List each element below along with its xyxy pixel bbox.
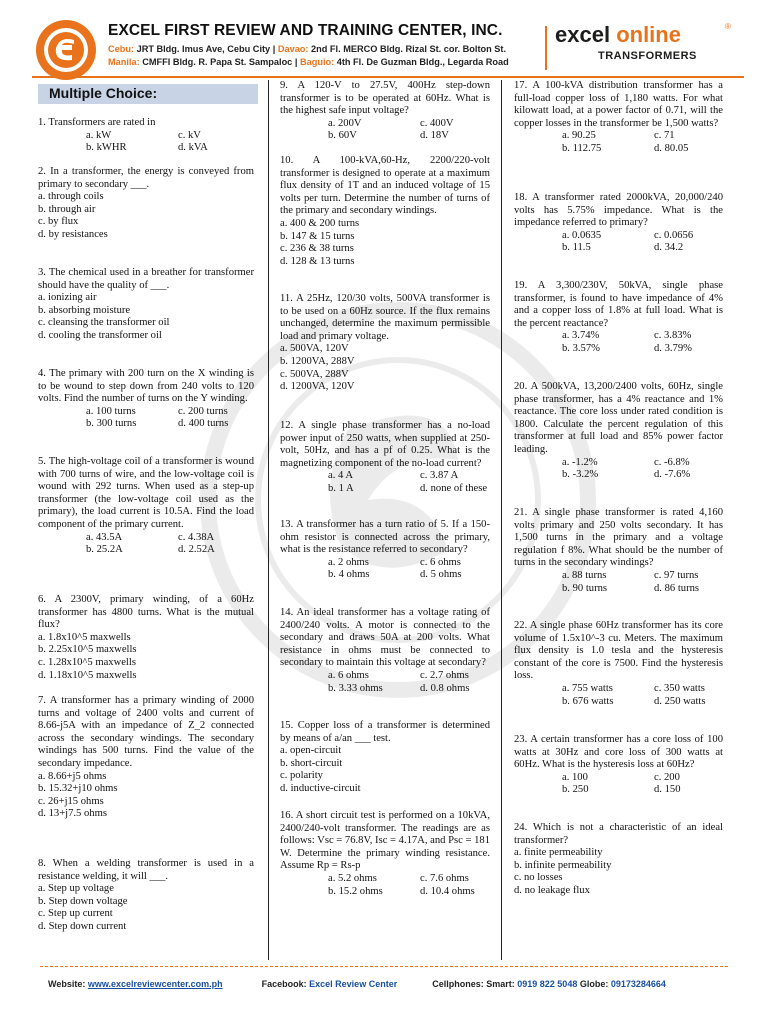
- question-stem: 18. A transformer rated 2000kVA, 20,000/240 volts has 5.75% impedance. What is the impedance referred to primary?: [514, 192, 723, 229]
- answer-option: b. 300 turns: [86, 418, 137, 430]
- question-item: [38, 368, 254, 431]
- answer-option: d. 2.52A: [178, 544, 215, 556]
- answer-options: [514, 847, 723, 897]
- question-item: [514, 192, 723, 255]
- answer-option: d. 18V: [420, 130, 449, 142]
- address-text: 2nd Fl. MERCO Bldg. Rizal St. cor. Bolton St.: [308, 44, 507, 54]
- answer-option: b. kWHR: [86, 142, 127, 154]
- answer-option: b. infinite permeability: [514, 859, 612, 871]
- answer-option: a. kW: [86, 129, 112, 141]
- question-stem: 3. The chemical used in a breather for transformer should have the quality of ___.: [38, 267, 254, 291]
- answer-options: [38, 771, 254, 821]
- answer-options: [280, 745, 490, 795]
- answer-option: c. 71: [654, 130, 675, 142]
- question-item: [514, 280, 723, 356]
- question-stem: 20. A 500kVA, 13,200/2400 volts, 60Hz, single phase transformer, has a 4% reactance and 1% reactance. The core loss under rated condition is 1800. Calculate the percent regulation of this transformer at full load and 85% power factor leading.: [514, 381, 723, 455]
- column-divider: [268, 80, 269, 960]
- answer-option: c. 6 ohms: [420, 556, 461, 568]
- question-stem: 19. A 3,300/230V, 50kVA, single phase transformer, is found to have impedance of 4% and a copper loss of 1.8% at full load. What is the percent reactance?: [514, 280, 723, 329]
- question-item: [514, 620, 723, 708]
- answer-option: d. 80.05: [654, 142, 689, 154]
- answer-option: c. Step up current: [38, 908, 113, 920]
- brand-subtitle: TRANSFORMERS: [598, 50, 697, 62]
- answer-option: a. 100 turns: [86, 405, 136, 417]
- answer-option: c. 200 turns: [178, 405, 228, 417]
- answer-option: b. 15.32+j10 ohms: [38, 783, 118, 795]
- answer-option: a. 100: [562, 771, 588, 783]
- answer-option: c. cleansing the transformer oil: [38, 317, 170, 329]
- column-divider: [501, 80, 502, 960]
- answer-option: c. 3.87 A: [420, 470, 459, 482]
- answer-option: a. open-circuit: [280, 745, 342, 757]
- answer-options: [38, 191, 254, 241]
- question-stem: 22. A single phase 60Hz transformer has its core volume of 1.5x10^-3 cu. Meters. The maximum flux density is 1.0 tesla and the hysteresis constant of the core is 7500. Find the hysteresis loss.: [514, 620, 723, 682]
- answer-option: c. 400V: [420, 117, 454, 129]
- answer-option: c. kV: [178, 129, 201, 141]
- answer-option: b. 15.2 ohms: [328, 885, 383, 897]
- answer-option: d. 34.2: [654, 242, 684, 254]
- answer-options: [280, 470, 490, 495]
- answer-option: d. kVA: [178, 142, 208, 154]
- answer-option: a. Step up voltage: [38, 883, 114, 895]
- address-text: JRT Bldg. Imus Ave, Cebu City |: [134, 44, 278, 54]
- answer-option: c. 2.7 ohms: [420, 669, 469, 681]
- answer-options: [38, 130, 254, 155]
- question-item: [38, 267, 254, 343]
- question-item: [280, 519, 490, 582]
- answer-option: b. 4 ohms: [328, 569, 370, 581]
- answer-option: b. 3.57%: [562, 342, 600, 354]
- question-item: [280, 420, 490, 496]
- answer-option: c. 97 turns: [654, 569, 699, 581]
- answer-option: c. polarity: [280, 770, 323, 782]
- question-item: [280, 80, 490, 143]
- question-stem: 14. An ideal transformer has a voltage rating of 2400/240 volts. A motor is connected to the secondary and draws 50A at 200 volts. What resistance in ohms must be connected to secondary to maintain this voltage at secondary?: [280, 607, 490, 669]
- question-item: [38, 456, 254, 557]
- question-item: [514, 381, 723, 482]
- answer-options: [38, 883, 254, 933]
- answer-option: a. 90.25: [562, 130, 596, 142]
- question-stem: 6. A 2300V, primary winding, of a 60Hz transformer has 4800 turns. What is the mutual flux?: [38, 594, 254, 631]
- question-stem: 1. Transformers are rated in: [38, 117, 156, 128]
- globe-number: 09173284664: [610, 979, 666, 989]
- question-item: [514, 822, 723, 898]
- answer-option: d. 3.79%: [654, 342, 692, 354]
- footer-rule: [40, 966, 728, 967]
- answer-option: d. cooling the transformer oil: [38, 329, 162, 341]
- answer-options: [38, 632, 254, 682]
- question-stem: 15. Copper loss of a transformer is determined by means of a/an ___ test.: [280, 720, 490, 744]
- answer-option: d. 400 turns: [178, 418, 229, 430]
- answer-option: d. -7.6%: [654, 469, 691, 481]
- answer-option: c. -6.8%: [654, 456, 690, 468]
- answer-options: [280, 873, 490, 898]
- answer-option: b. 112.75: [562, 142, 602, 154]
- question-stem: 9. A 120-V to 27.5V, 400Hz step-down transformer is to be operated at 60Hz. What is the highest safe input voltage?: [280, 80, 490, 117]
- section-title: Multiple Choice:: [49, 85, 158, 101]
- smart-number: 0919 822 5048: [517, 979, 578, 989]
- answer-option: c. 500VA, 288V: [280, 368, 349, 380]
- question-stem: 4. The primary with 200 turn on the X winding is to be wound to step down from 240 volts to 120 volts. Find the number of turns on the Y winding.: [38, 368, 254, 405]
- question-stem: 2. In a transformer, the energy is conveyed from primary to secondary ___.: [38, 166, 254, 190]
- answer-option: c. 7.6 ohms: [420, 872, 469, 884]
- answer-option: a. through coils: [38, 191, 104, 203]
- answer-options: [38, 532, 254, 557]
- question-item: [280, 720, 490, 796]
- page-footer: [48, 979, 666, 989]
- answer-option: a. 500VA, 120V: [280, 343, 349, 355]
- question-stem: 23. A certain transformer has a core loss of 100 watts at 30Hz and core loss of 300 watts at 60Hz. What is the hysteresis loss at 60Hz?: [514, 734, 723, 771]
- answer-option: c. 4.38A: [178, 531, 215, 543]
- answer-option: b. 90 turns: [562, 582, 608, 594]
- answer-option: b. 3.33 ohms: [328, 682, 383, 694]
- answer-option: d. 128 & 13 turns: [280, 255, 355, 267]
- question-item: [38, 166, 254, 242]
- answer-option: a. 88 turns: [562, 569, 607, 581]
- answer-option: a. 200V: [328, 117, 362, 129]
- website-link[interactable]: www.excelreviewcenter.com.ph: [87, 979, 223, 989]
- answer-option: b. short-circuit: [280, 757, 343, 769]
- answer-option: c. 1.28x10^5 maxwells: [38, 656, 136, 668]
- answer-option: a. 1.8x10^5 maxwells: [38, 631, 131, 643]
- city-label: Cebu:: [108, 44, 135, 54]
- answer-options: [280, 118, 490, 143]
- answer-option: a. finite permeability: [514, 847, 603, 859]
- header-rule: [32, 76, 744, 78]
- answer-options: [514, 683, 723, 708]
- answer-option: c. 0.0656: [654, 229, 694, 241]
- question-item: [280, 155, 490, 268]
- answer-option: d. 13+j7.5 ohms: [38, 808, 107, 820]
- answer-option: d. none of these: [420, 482, 488, 494]
- answer-options: [280, 557, 490, 582]
- question-item: [38, 695, 254, 821]
- question-stem: 7. A transformer has a primary winding of 2000 turns and voltage of 2400 volts and current of 8.66-j5A with an impedance of Z_2 connected across the secondary windings. The secondary windings has 500 turns. Find the value of the secondary impedance.: [38, 695, 254, 769]
- registered-mark: ®: [725, 22, 731, 31]
- question-stem: 17. A 100-kVA distribution transformer has a full-load copper loss of 1,180 watts. For what kilowatt load, at a power factor of 0.71, will the copper losses in the transformer be 1,500 watts?: [514, 80, 723, 129]
- question-item: [514, 80, 723, 156]
- question-stem: 12. A single phase transformer has a no-load power input of 250 watts, when supplied at 250-volt, 50Hz, and has a pf of 0.25. What is the magnetizing component of the no-load current?: [280, 420, 490, 469]
- answer-option: d. 86 turns: [654, 582, 700, 594]
- answer-option: a. 755 watts: [562, 682, 613, 694]
- answer-option: a. 0.0635: [562, 229, 602, 241]
- answer-options: [514, 330, 723, 355]
- question-stem: 24. Which is not a characteristic of an ideal transformer?: [514, 822, 723, 846]
- answer-option: d. 150: [654, 784, 681, 796]
- globe-label: Globe:: [579, 979, 609, 989]
- answer-option: d. 250 watts: [654, 695, 706, 707]
- answer-options: [514, 230, 723, 255]
- cellphones-label: Cellphones: Smart:: [432, 979, 515, 989]
- question-item: [280, 293, 490, 394]
- address-line-2: [108, 57, 509, 67]
- answer-options: [514, 570, 723, 595]
- answer-option: b. 250: [562, 784, 589, 796]
- answer-option: b. 1 A: [328, 482, 354, 494]
- answer-option: d. 10.4 ohms: [420, 885, 475, 897]
- question-stem: 16. A short circuit test is performed on a 10kVA, 2400/240-volt transformer. The readings are as follows: Vsc = 76.8V, Isc = 4.17A, and Psc = 181 W. Determine the primary winding resistance. Assume Rp = Rs-p: [280, 810, 490, 872]
- header-divider: [545, 26, 547, 70]
- answer-options: [38, 292, 254, 342]
- answer-option: b. Step down voltage: [38, 895, 128, 907]
- answer-option: a. ionizing air: [38, 292, 97, 304]
- answer-options: [514, 130, 723, 155]
- question-item: [514, 734, 723, 797]
- question-stem: 10. A 100-kVA,60-Hz, 2200/220-volt transformer is designed to operate at a maximum flux density of 1T and an induced voltage of 15 volts per turn. Determine the number of turns of the primary and secondary windings.: [280, 155, 490, 217]
- question-item: [38, 858, 254, 934]
- answer-options: [514, 457, 723, 482]
- answer-option: c. 350 watts: [654, 682, 705, 694]
- excel-logo-icon: [34, 18, 98, 82]
- question-stem: 8. When a welding transformer is used in a resistance welding, it will ___.: [38, 858, 254, 882]
- city-label: Baguio:: [299, 57, 335, 67]
- answer-option: b. 11.5: [562, 242, 591, 254]
- facebook-link[interactable]: Excel Review Center: [309, 979, 398, 989]
- answer-options: [280, 670, 490, 695]
- answer-option: b. through air: [38, 203, 96, 215]
- answer-option: c. 26+j15 ohms: [38, 795, 104, 807]
- answer-option: c. 236 & 38 turns: [280, 243, 354, 255]
- answer-option: d. inductive-circuit: [280, 782, 361, 794]
- question-stem: 11. A 25Hz, 120/30 volts, 500VA transformer is to be used on a 60Hz source. If the flux remains unchanged, determine the maximum permissible load and primary voltage.: [280, 293, 490, 342]
- city-label: Manila:: [108, 57, 140, 67]
- company-title: EXCEL FIRST REVIEW AND TRAINING CENTER, INC.: [108, 22, 503, 39]
- answer-option: b. 2.25x10^5 maxwells: [38, 644, 137, 656]
- answer-option: c. no losses: [514, 872, 563, 884]
- answer-option: d. 0.8 ohms: [420, 682, 470, 694]
- answer-option: a. 43.5A: [86, 531, 123, 543]
- address-text: 4th Fl. De Guzman Bldg., Legarda Road: [334, 57, 509, 67]
- answer-options: [38, 406, 254, 431]
- question-stem: 13. A transformer has a turn ratio of 5. If a 150-ohm resistor is connected across the primary, what is the resistance referred to secondary?: [280, 519, 490, 556]
- answer-option: c. by flux: [38, 216, 79, 228]
- answer-option: a. 6 ohms: [328, 669, 369, 681]
- brand-logo: excel online: [555, 22, 681, 47]
- answer-option: b. -3.2%: [562, 469, 599, 481]
- answer-option: d. by resistances: [38, 228, 108, 240]
- answer-option: c. 3.83%: [654, 330, 692, 342]
- answer-options: [280, 218, 490, 268]
- answer-option: d. no leakage flux: [514, 884, 590, 896]
- city-label: Davao:: [277, 44, 309, 54]
- answer-option: a. 4 A: [328, 470, 354, 482]
- answer-option: b. absorbing moisture: [38, 304, 131, 316]
- address-line-1: [108, 44, 506, 54]
- question-item: [280, 607, 490, 695]
- answer-option: d. 1200VA, 120V: [280, 381, 355, 393]
- facebook-label: Facebook:: [261, 979, 307, 989]
- answer-option: b. 147 & 15 turns: [280, 230, 355, 242]
- answer-options: [280, 343, 490, 393]
- answer-option: a. 3.74%: [562, 330, 600, 342]
- question-item: [38, 117, 254, 155]
- answer-option: b. 60V: [328, 130, 357, 142]
- answer-options: [514, 772, 723, 797]
- answer-option: c. 200: [654, 771, 680, 783]
- answer-option: d. 1.18x10^5 maxwells: [38, 669, 137, 681]
- answer-option: a. 8.66+j5 ohms: [38, 770, 107, 782]
- answer-option: d. Step down current: [38, 920, 127, 932]
- address-text: CMFFI Bldg. R. Papa St. Sampaloc |: [139, 57, 300, 67]
- question-item: [38, 594, 254, 682]
- question-stem: 5. The high-voltage coil of a transformer is wound with 700 turns of wire, and the low-voltage coil is wound with 292 turns. When used as a step-up transformer (the low-voltage coil used as the primary), the load current is 10.5A. Find the load component of the primary current.: [38, 456, 254, 530]
- page-header: [0, 0, 768, 78]
- question-stem: 21. A single phase transformer is rated 4,160 volts primary and 250 volts secondary. It has 1,500 turns in the primary and a voltage regulation f 8%. What should be the number of turns in the secondary windings?: [514, 507, 723, 569]
- answer-option: a. 400 & 200 turns: [280, 217, 360, 229]
- answer-option: a. -1.2%: [562, 456, 598, 468]
- answer-option: a. 5.2 ohms: [328, 872, 377, 884]
- answer-option: b. 25.2A: [86, 544, 123, 556]
- website-label: Website:: [48, 979, 86, 989]
- answer-option: a. 2 ohms: [328, 556, 369, 568]
- answer-option: b. 676 watts: [562, 695, 614, 707]
- question-item: [280, 810, 490, 898]
- question-item: [514, 507, 723, 595]
- answer-option: d. 5 ohms: [420, 569, 462, 581]
- answer-option: b. 1200VA, 288V: [280, 355, 355, 367]
